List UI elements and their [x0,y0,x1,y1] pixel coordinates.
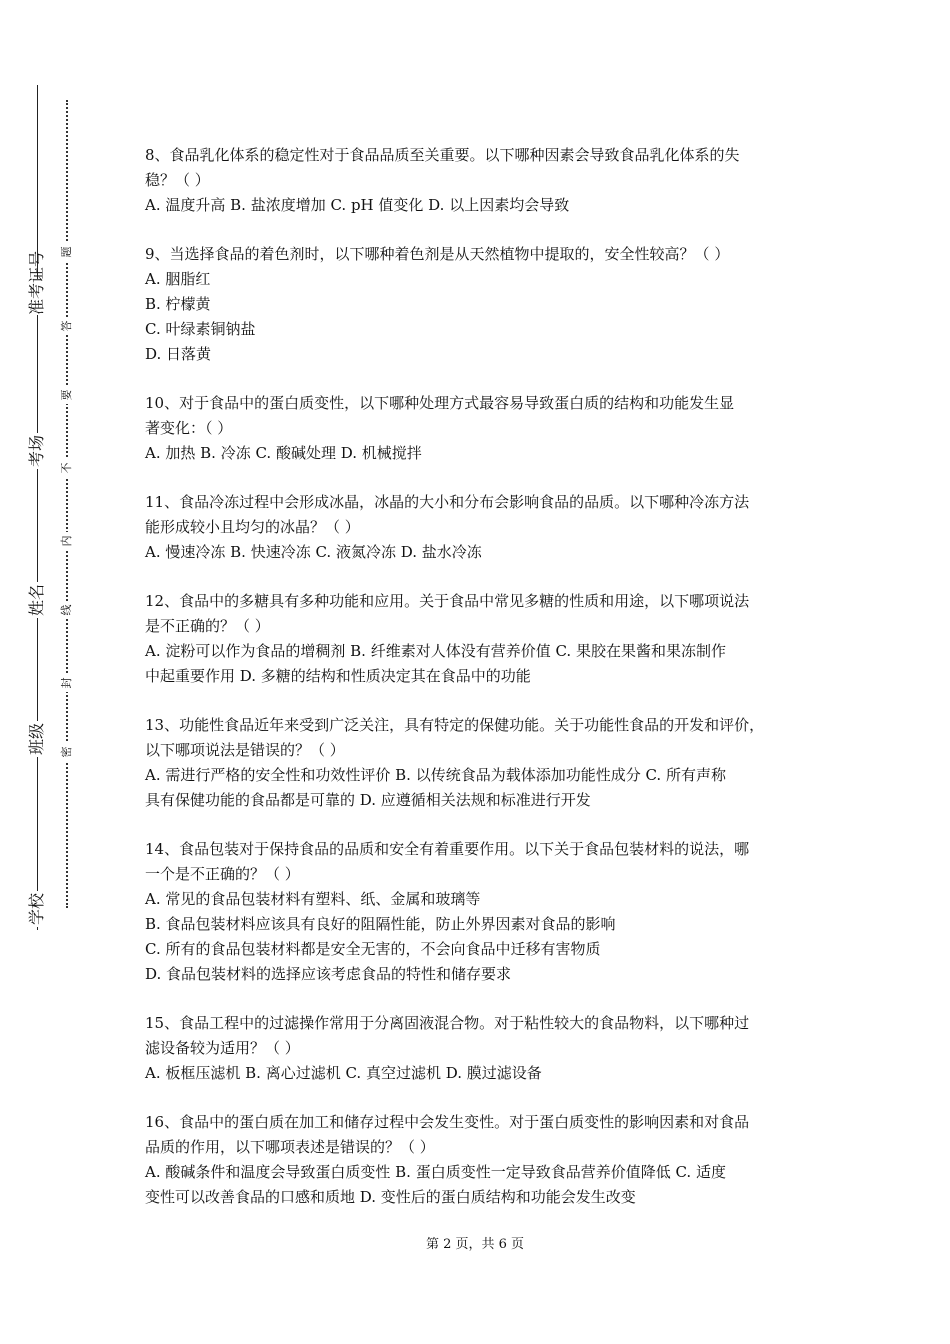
answer-option-a: A. 常见的食品包装材料有塑料、纸、金属和玻璃等 [145,890,481,908]
answer-options: A. 板框压滤机 B. 离心过滤机 C. 真空过滤机 D. 膜过滤设备 [145,1064,542,1082]
question-stem: 滤设备较为适用？（ ） [145,1039,300,1057]
field-exam-room-label: 考场 [27,435,46,468]
question-9 [145,242,813,367]
question-stem: 16、食品中的蛋白质在加工和储存过程中会发生变性。对于蛋白质变性的影响因素和对食品 [145,1113,750,1131]
seal-char: 要 [61,386,73,404]
question-stem: 8、食品乳化体系的稳定性对于食品品质至关重要。以下哪种因素会导致食品乳化体系的失 [145,146,740,164]
answer-options: 变性可以改善食品的口感和质地 D. 变性后的蛋白质结构和功能会发生改变 [145,1188,636,1206]
answer-options: 中起重要作用 D. 多糖的结构和性质决定其在食品中的功能 [145,667,531,685]
answer-options: A. 慢速冷冻 B. 快速冷冻 C. 液氮冷冻 D. 盐水冷冻 [145,543,482,561]
answer-options: A. 需进行严格的安全性和功效性评价 B. 以传统食品为载体添加功能性成分 C. 所有声称 [145,766,726,784]
binding-margin [0,0,110,1344]
question-stem: 15、食品工程中的过滤操作常用于分离固液混合物。对于粘性较大的食品物料，以下哪种过 [145,1014,750,1032]
seal-char: 密 [61,743,73,761]
page-footer: 第 2 页，共 6 页 [425,1237,525,1252]
field-name-label: 姓名 [27,584,46,617]
question-stem: 著变化：（ ） [145,419,233,437]
question-16 [145,1110,813,1210]
question-list [145,143,813,1234]
question-stem: 11、食品冷冻过程中会形成冰晶，冰晶的大小和分布会影响食品的品质。以下哪种冷冻方法 [145,493,750,511]
answer-options: 具有保健功能的食品都是可靠的 D. 应遵循相关法规和标准进行开发 [145,791,591,809]
field-exam-number-label: 准考证号 [27,250,46,315]
answer-option-d: D. 日落黄 [145,345,212,363]
binding-dotted-line [66,100,68,908]
answer-option-a: A. 胭脂红 [145,270,211,288]
seal-char: 不 [61,459,73,477]
answer-option-b: B. 食品包装材料应该具有良好的阻隔性能，防止外界因素对食品的影响 [145,915,616,933]
answer-option-c: C. 所有的食品包装材料都是安全无害的，不会向食品中迁移有害物质 [145,940,601,958]
seal-char: 内 [61,532,73,550]
question-stem: 能形成较小且均匀的冰晶？（ ） [145,518,360,536]
answer-options: A. 加热 B. 冷冻 C. 酸碱处理 D. 机械搅拌 [145,444,422,462]
question-stem: 以下哪项说法是错误的？（ ） [145,741,345,759]
question-8 [145,143,813,218]
question-stem: 品质的作用，以下哪项表述是错误的？（ ） [145,1138,435,1156]
seal-char: 答 [61,317,73,335]
question-14 [145,837,813,987]
question-stem: 13、功能性食品近年来受到广泛关注，具有特定的保健功能。关于功能性食品的开发和评价， [145,716,765,734]
question-11 [145,490,813,565]
question-12 [145,589,813,689]
seal-char: 线 [61,601,73,619]
question-15 [145,1011,813,1086]
question-10 [145,391,813,466]
question-stem: 12、食品中的多糖具有多种功能和应用。关于食品中常见多糖的性质和用途，以下哪项说法 [145,592,750,610]
answer-option-b: B. 柠檬黄 [145,295,211,313]
question-stem: 稳？（ ） [145,171,210,189]
question-stem: 14、食品包装对于保持食品的品质和安全有着重要作用。以下关于食品包装材料的说法，哪 [145,840,750,858]
answer-option-c: C. 叶绿素铜钠盐 [145,320,256,338]
field-school-label: 学校 [27,893,46,926]
field-class-label: 班级 [27,723,46,756]
binding-solid-line [37,85,38,930]
seal-char: 题 [61,243,73,261]
seal-char: 封 [61,674,73,692]
question-stem: 10、对于食品中的蛋白质变性，以下哪种处理方式最容易导致蛋白质的结构和功能发生显 [145,394,735,412]
answer-option-d: D. 食品包装材料的选择应该考虑食品的特性和储存要求 [145,965,512,983]
question-stem: 一个是不正确的？（ ） [145,865,300,883]
answer-options: A. 淀粉可以作为食品的增稠剂 B. 纤维素对人体没有营养价值 C. 果胶在果酱和果冻制作 [145,642,726,660]
question-stem: 是不正确的？（ ） [145,617,270,635]
answer-options: A. 温度升高 B. 盐浓度增加 C. pH 值变化 D. 以上因素均会导致 [145,196,570,214]
answer-options: A. 酸碱条件和温度会导致蛋白质变性 B. 蛋白质变性一定导致食品营养价值降低 C. 适度 [145,1163,726,1181]
question-stem: 9、当选择食品的着色剂时，以下哪种着色剂是从天然植物中提取的，安全性较高？（ ） [145,245,730,263]
question-13 [145,713,813,813]
